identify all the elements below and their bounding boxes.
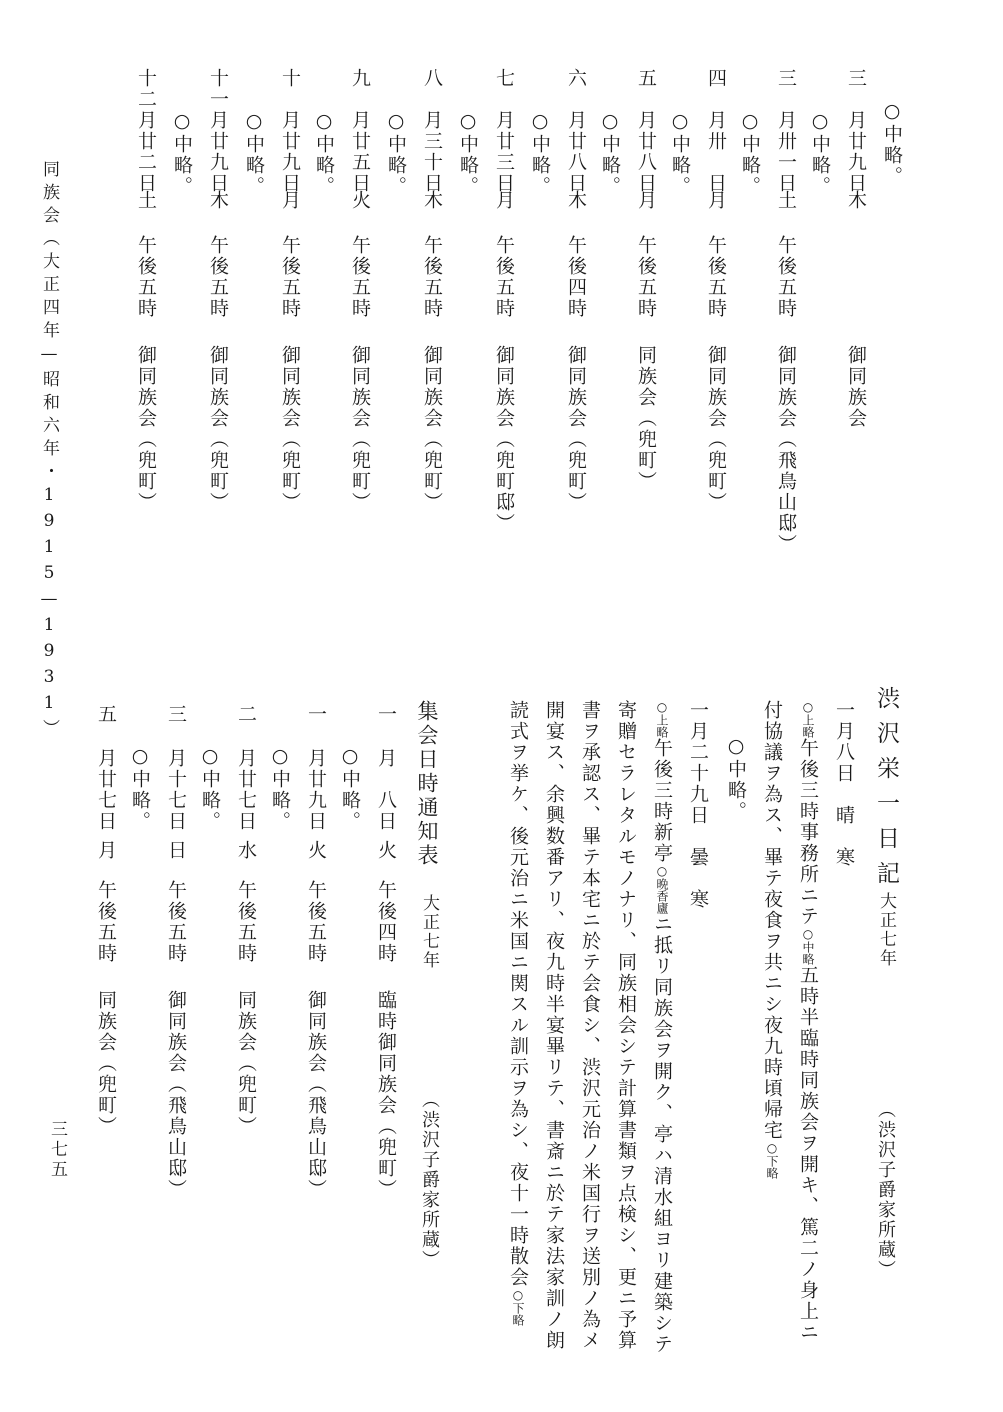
row-note: ○中略。 — [739, 110, 761, 197]
diary-entry2-line4: 開宴ス、余興数番アリ、夜九時半宴畢リテ、書斎ニ於テ家法家訓ノ朗 — [543, 700, 565, 1351]
row-month: 六 — [565, 68, 587, 89]
text: 五時半臨時同族会ヲ開キ、篤二ノ身上ニ — [797, 965, 819, 1343]
row-place: 御同族会（兜町） — [279, 345, 301, 513]
row-date: 月廿五日 — [349, 110, 371, 194]
diary-source: （渋沢子爵家所蔵） — [875, 1100, 896, 1280]
row-note: ○中略。 — [171, 110, 193, 197]
row-time: 午後四時 — [375, 880, 397, 964]
diary-entry2-line5 — [508, 700, 527, 1326]
row-day: 月 — [705, 190, 727, 211]
text: ニ抵リ同族会ヲ開ク、亭ハ清水組ヨリ建築シテ — [651, 914, 673, 1355]
row-day: 月 — [493, 190, 515, 211]
row-time: 午後五時 — [235, 880, 257, 964]
row-time: 午後五時 — [705, 235, 727, 319]
row-date: 月廿九日 — [845, 110, 867, 194]
row-note: ○中略。 — [269, 745, 291, 832]
row-note: ○中略。 — [339, 745, 361, 832]
row-time: 午後五時 — [635, 235, 657, 319]
row-date: 月廿七日 — [235, 748, 257, 832]
row-place: 同族会（兜町） — [635, 345, 657, 492]
annotation: ○晩香廬 — [655, 864, 669, 914]
row-time: 午後五時 — [165, 880, 187, 964]
row-day: 木 — [207, 190, 229, 211]
omission-mark: ○下略 — [765, 1141, 779, 1179]
row-place: 臨時御同族会（兜町） — [375, 990, 397, 1200]
row-note: ○中略。 — [199, 745, 221, 832]
running-header: 同族会（大正四年—昭和六年・1915—1931） — [39, 160, 59, 742]
row-month: 一 — [375, 704, 397, 725]
row-day: 木 — [565, 190, 587, 211]
row-date: 月卅 日 — [705, 110, 727, 194]
diary-title: 渋沢栄一日記 — [873, 686, 899, 896]
row-date: 月十七日 — [165, 748, 187, 832]
diary-entry1-note: ○中略。 — [725, 735, 747, 822]
row-day: 日 — [165, 840, 187, 861]
notice-title: 集会日時通知表 — [415, 700, 439, 868]
row-time: 午後五時 — [279, 235, 301, 319]
row-time: 午後五時 — [305, 880, 327, 964]
row-date: 月廿二日 — [135, 110, 157, 194]
row-day: 木 — [421, 190, 443, 211]
row-place: 御同族会（飛鳥山邸） — [775, 345, 797, 555]
row-month: 七 — [493, 68, 515, 89]
page-number: 三七五 — [47, 1120, 67, 1180]
row-time: 午後五時 — [421, 235, 443, 319]
row-month: 十一 — [207, 68, 229, 110]
top-first-note: ○中略。 — [881, 100, 903, 187]
row-date: 月廿九日 — [305, 748, 327, 832]
row-time: 午後五時 — [135, 235, 157, 319]
row-date: 月廿三日 — [493, 110, 515, 194]
text: 付協議ヲ為ス、畢テ夜食ヲ共ニシ夜九時頃帰宅 — [761, 700, 783, 1141]
omission-mark: ○中略 — [801, 927, 815, 965]
diary-entry2-date: 一月二十九日 曇 寒 — [687, 700, 709, 910]
row-date: 月三十日 — [421, 110, 443, 194]
row-month: 二 — [235, 704, 257, 725]
row-day: 土 — [135, 190, 157, 211]
row-day: 水 — [235, 840, 257, 861]
row-place: 御同族会（飛鳥山邸） — [165, 990, 187, 1200]
row-day: 月 — [635, 190, 657, 211]
row-time: 午後五時 — [349, 235, 371, 319]
row-date: 月廿八日 — [635, 110, 657, 194]
row-month: 一 — [305, 704, 327, 725]
row-date: 月卅一日 — [775, 110, 797, 194]
diary-entry1-line1 — [798, 700, 817, 1343]
row-note: ○中略。 — [385, 110, 407, 197]
row-place: 御同族会（兜町） — [207, 345, 229, 513]
omission-mark: ○上略 — [655, 700, 669, 738]
row-time: 午後五時 — [493, 235, 515, 319]
text: 午後三時新亭 — [651, 738, 673, 864]
row-date: 月廿八日 — [565, 110, 587, 194]
row-day: 月 — [95, 840, 117, 861]
row-place: 同族会（兜町） — [95, 990, 117, 1137]
row-date: 月 八日 — [375, 748, 397, 832]
row-time: 午後五時 — [207, 235, 229, 319]
row-place: 御同族会（兜町） — [135, 345, 157, 513]
row-place: 御同族会 — [845, 345, 867, 429]
row-day: 火 — [375, 840, 397, 861]
row-time: 午後五時 — [775, 235, 797, 319]
row-day: 月 — [279, 190, 301, 211]
diary-year: 大正七年 — [876, 892, 896, 968]
notice-year: 大正七年 — [419, 894, 439, 970]
row-note: ○中略。 — [809, 110, 831, 197]
row-month: 四 — [705, 68, 727, 89]
diary-entry1-date: 一月八日 晴 寒 — [833, 700, 855, 868]
omission-mark: ○下略 — [511, 1288, 525, 1326]
omission-mark: ○上略 — [801, 700, 815, 738]
row-note: ○中略。 — [129, 745, 151, 832]
text: 午後三時事務所ニテ — [797, 738, 819, 927]
row-place: 御同族会（兜町） — [421, 345, 443, 513]
row-day: 土 — [775, 190, 797, 211]
row-note: ○中略。 — [669, 110, 691, 197]
row-time: 午後四時 — [565, 235, 587, 319]
row-note: ○中略。 — [457, 110, 479, 197]
row-place: 御同族会（兜町） — [705, 345, 727, 513]
row-place: 同族会（兜町） — [235, 990, 257, 1137]
row-note: ○中略。 — [599, 110, 621, 197]
row-time: 午後五時 — [95, 880, 117, 964]
row-month: 十二 — [135, 68, 157, 110]
row-day: 火 — [349, 190, 371, 211]
diary-entry2-line3: 書ヲ承認ス、畢テ本宅ニ於テ会食シ、渋沢元治ノ米国行ヲ送別ノ為メ — [579, 700, 601, 1351]
row-note: ○中略。 — [313, 110, 335, 197]
row-month: 三 — [775, 68, 797, 89]
row-month: 五 — [95, 704, 117, 725]
row-note: ○中略。 — [529, 110, 551, 197]
row-date: 月廿九日 — [207, 110, 229, 194]
diary-entry2-line2: 寄贈セラレタルモノナリ、同族相会シテ計算書類ヲ点検シ、更ニ予算 — [615, 700, 637, 1351]
diary-entry2-line1 — [652, 700, 671, 1355]
row-day: 木 — [845, 190, 867, 211]
row-month: 九 — [349, 68, 371, 89]
row-place: 御同族会（兜町） — [565, 345, 587, 513]
row-place: 御同族会（飛鳥山邸） — [305, 990, 327, 1200]
row-month: 三 — [845, 68, 867, 89]
row-day: 火 — [305, 840, 327, 861]
row-month: 十 — [279, 68, 301, 89]
notice-source: （渋沢子爵家所蔵） — [419, 1090, 440, 1270]
row-month: 三 — [165, 704, 187, 725]
diary-entry1-line2 — [762, 700, 781, 1179]
row-date: 月廿九日 — [279, 110, 301, 194]
row-place: 御同族会（兜町邸） — [493, 345, 515, 534]
row-month: 五 — [635, 68, 657, 89]
text: 読式ヲ挙ケ、後元治ニ米国ニ関スル訓示ヲ為シ、夜十一時散会 — [507, 700, 529, 1288]
row-month: 八 — [421, 68, 443, 89]
row-place: 御同族会（兜町） — [349, 345, 371, 513]
row-date: 月廿七日 — [95, 748, 117, 832]
row-note: ○中略。 — [243, 110, 265, 197]
